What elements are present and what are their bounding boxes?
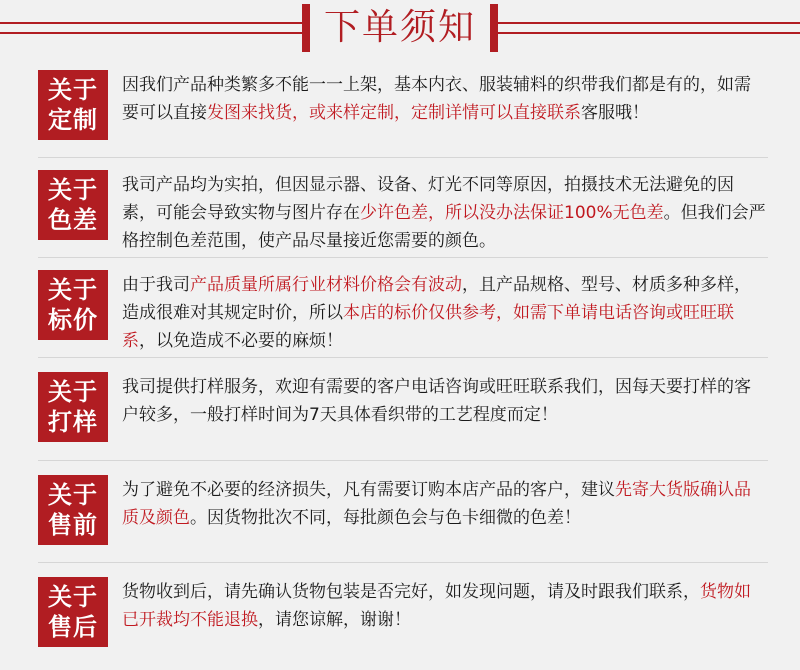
text-part: 。因货物批次不同，每批颜色会与色卡细微的色差！ (190, 508, 581, 528)
text-part: 由于我司 (122, 275, 190, 295)
badge-line-2: 色差 (48, 206, 98, 234)
text-part: 。但我们会严格控制色差范围，使产品尽量接近您需要的颜色。 (122, 203, 766, 251)
section-text (122, 171, 767, 255)
title-frame (302, 4, 498, 52)
badge-line-1: 关于 (48, 378, 98, 406)
section-divider (38, 157, 768, 158)
text-highlight: 先寄大货版确认品质及颜色 (122, 480, 751, 528)
text-highlight: 产品质量所属行业材料价格会有波动 (190, 275, 462, 295)
text-highlight: 发图来找货，或来样定制，定制详情可以直接联系 (207, 103, 581, 123)
section-badge (38, 270, 108, 340)
badge-line-2: 标价 (48, 306, 98, 334)
text-part: 客服哦！ (581, 103, 649, 123)
text-part: ，且产品规格、型号、材质多种多样，造成很难对其规定时价，所以 (122, 275, 751, 323)
badge-line-1: 关于 (48, 76, 98, 104)
badge-line-2: 售后 (48, 613, 98, 641)
section-badge (38, 70, 108, 140)
section-divider (38, 357, 768, 358)
page-title: 下单须知 (310, 4, 490, 52)
section-divider (38, 562, 768, 563)
badge-line-2: 定制 (48, 106, 98, 134)
badge-line-1: 关于 (48, 481, 98, 509)
section-text (122, 578, 767, 634)
text-part: 我司提供打样服务，欢迎有需要的客户电话咨询或旺旺联系我们，因每天要打样的客户较多，一般打样时间为7天具体看织带的工艺程度而定！ (122, 377, 751, 425)
section-badge (38, 372, 108, 442)
section-badge (38, 475, 108, 545)
text-part: 为了避免不必要的经济损失，凡有需要订购本店产品的客户，建议 (122, 480, 615, 500)
section-text (122, 476, 767, 532)
text-part: 我司产品均为实拍，但因显示器、设备、灯光不同等原因，拍摄技术无法避免的因素，可能会导致实物与图片存在 (122, 175, 734, 223)
badge-line-1: 关于 (48, 276, 98, 304)
badge-line-2: 售前 (48, 511, 98, 539)
text-part: ，请您谅解，谢谢！ (258, 610, 411, 630)
text-highlight: 少许色差，所以没办法保证100%无色差 (360, 203, 664, 223)
text-part: 因我们产品种类繁多不能一一上架，基本内衣、服装辅料的织带我们都是有的，如需要可以直接 (122, 75, 751, 123)
text-highlight: 本店的标价仅供参考，如需下单请电话咨询或旺旺联系 (122, 303, 734, 351)
section-badge (38, 170, 108, 240)
section-text (122, 71, 767, 127)
section-text (122, 271, 767, 355)
badge-line-1: 关于 (48, 176, 98, 204)
text-part: 货物收到后，请先确认货物包装是否完好，如发现问题，请及时跟我们联系， (122, 582, 700, 602)
section-text (122, 373, 767, 429)
section-badge (38, 577, 108, 647)
badge-line-1: 关于 (48, 583, 98, 611)
text-part: ，以免造成不必要的麻烦！ (139, 331, 343, 351)
badge-line-2: 打样 (48, 408, 98, 436)
header (0, 0, 800, 58)
section-divider (38, 460, 768, 461)
text-highlight: 货物如已开裁均不能退换 (122, 582, 751, 630)
section-divider (38, 257, 768, 258)
